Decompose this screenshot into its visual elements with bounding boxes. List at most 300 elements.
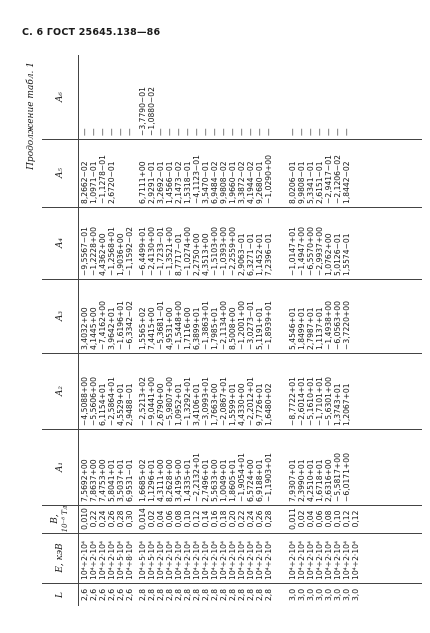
table-cell: 1,9036+00	[116, 233, 125, 276]
table-cell: 10⁴÷2·10⁴	[351, 540, 360, 580]
table-cell: −1,5448+00	[174, 301, 183, 350]
table-cell: 0,10	[333, 510, 342, 528]
row-group-3	[288, 207, 360, 279]
table-cell: 6,3899+01	[192, 307, 201, 350]
table-cell: 4,4362+00	[98, 233, 107, 276]
column-header-unit: 10⁻⁸ Тл	[61, 505, 69, 533]
table-cell: 0,28	[116, 510, 125, 528]
table-cell: 10⁴÷2·10⁴	[237, 540, 246, 580]
table-cell: 2,8	[210, 588, 219, 602]
row-group-2	[138, 533, 273, 583]
table-cell: —	[98, 128, 107, 136]
table-cell: 10⁴÷2·10⁴	[165, 540, 174, 580]
table-cell: —	[288, 128, 297, 136]
table-cell: −1,7101+01	[315, 377, 324, 426]
table-cell: 3,0	[342, 588, 351, 602]
table-cell: 0,26	[107, 510, 116, 528]
table-cell: 0,14	[201, 510, 210, 528]
table-cell: 3,0	[351, 588, 360, 602]
table-cell: 2,6	[98, 588, 107, 602]
table-cell: 10⁴÷2·10⁴	[333, 540, 342, 580]
table-cell: −1,4947+00	[297, 227, 306, 276]
table-cell	[116, 139, 125, 207]
table-cell: 0,28	[264, 510, 273, 528]
rotated-table-region	[28, 56, 428, 606]
table-cell: 1,5574−01	[342, 233, 351, 276]
table-cell: 3,0	[315, 588, 324, 602]
table-cell	[351, 279, 360, 353]
column-header-label: A₆	[55, 91, 65, 103]
table-cell: −3,0273−01	[246, 301, 255, 350]
table-cell: 5,8041+01	[107, 459, 116, 502]
table-cell: 2,8	[201, 588, 210, 602]
table-cell: 0,12	[192, 510, 201, 528]
table-cell: −5,5817+00	[333, 453, 342, 502]
table-cell: −1,2568+01	[107, 227, 116, 276]
table-cell: −6,4499+01	[138, 227, 147, 276]
table-cell: −1,3863+01	[201, 301, 210, 350]
table-cell: 6,1154+01	[98, 383, 107, 426]
table-cell: 10⁴÷5·10⁴	[116, 540, 125, 580]
table-cell: −6,0171+00	[342, 453, 351, 502]
table-cell: 2,8	[147, 588, 156, 602]
table-cell: 4,1445+00	[89, 307, 98, 350]
table-cell: 0,12	[342, 510, 351, 528]
table-cell: −1,3521+00	[165, 227, 174, 276]
table-cell: 7,5692+00	[80, 459, 89, 502]
table-cell: −1,2228+00	[89, 227, 98, 276]
table-cell: 10⁴÷2·10⁴	[264, 540, 273, 580]
table-cell: −2,2559+00	[228, 227, 237, 276]
table-cell: −5,1610+01	[306, 377, 315, 426]
table-cell: 4,2510+01	[306, 459, 315, 502]
table-cell: −2,4130+00	[147, 227, 156, 276]
table-cell: —	[228, 128, 237, 136]
table-cell: −1,0147+01	[288, 227, 297, 276]
table-cell: −5,3681−01	[156, 301, 165, 350]
table-cell: 9,9808−02	[219, 161, 228, 204]
table-cell: 0,16	[210, 510, 219, 528]
table-cell	[351, 207, 360, 279]
table-cell: 1,5599+01	[228, 383, 237, 426]
table-cell: 2,7987+01	[306, 307, 315, 350]
row-group-3	[288, 429, 360, 505]
table-cell: 10⁴÷2·10⁴	[201, 540, 210, 580]
column-header-label: L	[55, 592, 65, 598]
table-cell: —	[264, 128, 273, 136]
table-cell: 1,6480+02	[264, 383, 273, 426]
table-cell: 8,7717−01	[174, 233, 183, 276]
row-group-3	[288, 584, 360, 606]
table-cell: 8,0206−01	[288, 161, 297, 204]
table-cell: 8,2628+00	[165, 459, 174, 502]
table-cell: 4,5529+01	[116, 383, 125, 426]
table-cell: 10⁴÷2·10⁴	[98, 540, 107, 580]
column-b	[42, 505, 422, 534]
table-cell: 10⁴÷2·10⁴	[246, 540, 255, 580]
row-group-2	[138, 353, 273, 429]
table-cell: 8,2662−02	[80, 161, 89, 204]
table-cell: 10⁴÷2·10⁴	[192, 540, 201, 580]
column-header-label: B,	[50, 514, 60, 524]
table-cell: −2,2012+01	[246, 377, 255, 426]
table-cell: −1,5103+00	[210, 227, 219, 276]
table-cell: 0,24	[246, 510, 255, 528]
table-cell: 1,1296+01	[147, 459, 156, 502]
table-cell: 5,5633+00	[210, 459, 219, 502]
table-cell: 4,4330+00	[237, 383, 246, 426]
table-cell: 2,9291−01	[147, 161, 156, 204]
table-cell: −2,2132+01	[192, 453, 201, 502]
table-cell	[351, 55, 360, 139]
table-cell: −4,5088+00	[80, 377, 89, 426]
table-cell: 0,010	[80, 508, 89, 530]
table-cell: 2,6	[125, 588, 134, 602]
column-header-a3	[42, 279, 79, 353]
table-cell: —	[210, 128, 219, 136]
table-cell: −2,1134+00	[219, 301, 228, 350]
row-group-3	[288, 55, 360, 139]
column-header-a5	[42, 139, 79, 207]
table-cell: 10⁴÷5·10⁴	[138, 540, 147, 580]
table-cell: 6,9531−01	[125, 459, 134, 502]
data-table	[42, 56, 422, 606]
column-header-a6	[42, 55, 79, 139]
table-cell: 1,7985+01	[210, 307, 219, 350]
row-group-2	[138, 505, 273, 533]
table-cell: 10⁴÷2·10⁴	[228, 540, 237, 580]
table-cell: 2,8	[156, 588, 165, 602]
table-cell: 1,0971−01	[89, 161, 98, 204]
table-cell: —	[116, 128, 125, 136]
table-cell: 9,7726+01	[255, 383, 264, 426]
table-cell: 7,4753+00	[98, 459, 107, 502]
table-cell: 2,8	[183, 588, 192, 602]
table-cell: −5,9807+00	[165, 377, 174, 426]
table-cell: —	[219, 128, 228, 136]
table-cell: −1,1903+01	[264, 453, 273, 502]
table-cell: —	[315, 128, 324, 136]
row-group-2	[138, 584, 273, 606]
table-cell: —	[165, 128, 174, 136]
table-cell: −1,1592−02	[125, 227, 134, 276]
table-cell: 2,2750+00	[192, 233, 201, 276]
table-cell: 5,0126−01	[333, 233, 342, 276]
table-cell: −5,6301+00	[324, 377, 333, 426]
row-group-2	[138, 279, 273, 353]
table-cell: −2,6014+01	[297, 377, 306, 426]
table-cell: 1,1452+01	[255, 233, 264, 276]
table-cell: −7,4162+00	[98, 301, 107, 350]
table-cell: 0,06	[315, 510, 324, 528]
table-cell: 4,9531+00	[165, 307, 174, 350]
row-group-3	[288, 279, 360, 353]
table-cell: −8,7722+01	[288, 377, 297, 426]
table-cell: 6,5724+00	[246, 459, 255, 502]
table-cell: 0,26	[255, 510, 264, 528]
row-group-2	[138, 207, 273, 279]
table-cell: −1,4938+00	[324, 301, 333, 350]
table-cell: —	[80, 128, 89, 136]
table-cell: 6,9188+01	[255, 459, 264, 502]
table-cell: 2,6720−01	[107, 161, 116, 204]
table-cell: −1,9054+01	[237, 453, 246, 502]
table-cell: 0,014	[138, 508, 147, 530]
table-cell: −4,1123−01	[192, 155, 201, 204]
table-cell: 1,6685+02	[138, 459, 147, 502]
table-cell: 6,9484−02	[210, 161, 219, 204]
table-cell: 7,9307+01	[288, 459, 297, 502]
table-cell: 1,9660−01	[228, 161, 237, 204]
table-cell	[351, 139, 360, 207]
table-cell: 3,5037+01	[116, 459, 125, 502]
table-cell: −3,0993+01	[201, 377, 210, 426]
table-cell: 2,6790+00	[156, 383, 165, 426]
column-header-label: A₄	[55, 237, 65, 249]
column-l	[42, 584, 422, 606]
table-cell: 1,8605+01	[228, 459, 237, 502]
table-cell: 10⁴÷5·10⁴	[147, 540, 156, 580]
table-cell: 0,22	[237, 510, 246, 528]
table-cell: 0,02	[147, 510, 156, 528]
table-cell: 1,5318−01	[183, 161, 192, 204]
table-cell: 2,8	[219, 588, 228, 602]
table-cell: 7,4415+00	[147, 307, 156, 350]
column-a6	[42, 55, 422, 140]
table-cell: 3,0	[297, 588, 306, 602]
table-cell: —	[174, 128, 183, 136]
table-cell: 1,7116+00	[183, 307, 192, 350]
table-cell: 4,3513+00	[201, 233, 210, 276]
table-cell: 5,1191+01	[255, 307, 264, 350]
table-cell: −1,0290+00	[264, 155, 273, 204]
table-cell: —	[324, 128, 333, 136]
row-group-2	[138, 55, 273, 139]
table-cell: 2,8	[228, 588, 237, 602]
table-cell: 2,8	[165, 588, 174, 602]
table-cell: —	[192, 128, 201, 136]
table-cell: —	[237, 128, 246, 136]
table-cell: 2,3990+01	[297, 459, 306, 502]
table-cell: −3,7220+00	[342, 301, 351, 350]
page-header: С. 6 ГОСТ 25645.138—86	[22, 27, 161, 38]
table-continuation-label: Продолжение табл. 1	[26, 62, 36, 170]
table-cell: 1,0952+01	[174, 383, 183, 426]
table-cell: 10⁴÷2·10⁴	[107, 540, 116, 580]
table-cell: −9,0441+00	[147, 377, 156, 426]
table-cell: 2,6	[107, 588, 116, 602]
table-cell: 3,4032+00	[80, 307, 89, 350]
table-cell: 1,8499+01	[297, 307, 306, 350]
column-header-a2	[42, 353, 79, 429]
table-cell: 2,6	[80, 588, 89, 602]
table-cell: 2,8	[264, 588, 273, 602]
table-cell: 1,3743+01	[333, 383, 342, 426]
table-cell: 3,4195+00	[174, 459, 183, 502]
table-cell	[351, 429, 360, 505]
column-header-label: A₅	[55, 167, 65, 179]
column-header-label: A₁	[55, 461, 65, 473]
table-cell: 2,8	[192, 588, 201, 602]
table-cell: 1,2067+01	[342, 383, 351, 426]
table-cell: 3,2692−01	[156, 161, 165, 204]
table-cell: 2,6	[89, 588, 98, 602]
table-cell: 10⁴÷2·10⁴	[342, 540, 351, 580]
table-cell: −1,0274+00	[183, 227, 192, 276]
table-cell: 10⁴÷2·10⁴	[297, 540, 306, 580]
table-cell: 0,04	[156, 510, 165, 528]
table-cell: 0,18	[219, 510, 228, 528]
column-a5	[42, 139, 422, 208]
table-cell: 6,3271−01	[246, 233, 255, 276]
table-cell: 10⁴÷2·10⁴	[255, 540, 264, 580]
table-cell: −1,8939+01	[264, 301, 273, 350]
table-cell: 2,8	[246, 588, 255, 602]
table-cell: 10⁴÷8·10⁴	[125, 540, 134, 580]
table-cell: 1,7663+00	[210, 383, 219, 426]
table-cell: 2,6	[116, 588, 125, 602]
table-cell: 0,22	[89, 510, 98, 528]
row-group-2	[138, 429, 273, 505]
table-cell: 6,7111+00	[138, 161, 147, 204]
table-cell: —	[156, 128, 165, 136]
table-cell: −2,9417−01	[324, 155, 333, 204]
column-a1	[42, 429, 422, 506]
table-cell: 3,0	[306, 588, 315, 602]
table-cell: 0,12	[351, 510, 360, 528]
table-cell: 2,7496+01	[201, 459, 210, 502]
table-cell: 10⁴÷2·10⁴	[306, 540, 315, 580]
table-cell: −3,7790−01	[138, 87, 147, 136]
table-cell: —	[297, 128, 306, 136]
table-cell: 2,8	[138, 588, 147, 602]
table-cell: —	[183, 128, 192, 136]
table-cell: —	[89, 128, 98, 136]
table-cell: 3,0	[288, 588, 297, 602]
table-cell: 3,0	[324, 588, 333, 602]
table-cell: —	[342, 128, 351, 136]
table-cell: —	[306, 128, 315, 136]
table-cell: —	[333, 128, 342, 136]
column-a4	[42, 207, 422, 280]
column-header-label: A₂	[55, 385, 65, 397]
row-group-2	[138, 139, 273, 207]
table-cell: 10⁴÷2·10⁴	[174, 540, 183, 580]
table-cell: —	[201, 128, 210, 136]
table-cell: 2,6316+00	[324, 459, 333, 502]
table-cell: 0,10	[183, 510, 192, 528]
table-cell: —	[125, 128, 134, 136]
table-cell: 2,1473−02	[174, 161, 183, 204]
table-cell: 10⁴÷2·10⁴	[210, 540, 219, 580]
table-cell: 2,8	[174, 588, 183, 602]
table-cell: 10⁴÷2·10⁴	[288, 540, 297, 580]
table-cell: 10⁴÷2·10⁴	[324, 540, 333, 580]
column-header-b	[42, 505, 79, 533]
table-cell: 0,30	[125, 510, 134, 528]
table-cell: 2,8	[255, 588, 264, 602]
table-cell	[125, 139, 134, 207]
table-cell: 10⁴÷2·10⁴	[315, 540, 324, 580]
table-cell: 7,2396−01	[264, 233, 273, 276]
table-cell	[351, 353, 360, 429]
table-cell: 3,5470−01	[201, 161, 210, 204]
table-cell: −6,3342−02	[125, 301, 134, 350]
table-cell: −2,1206−02	[333, 155, 342, 204]
table-cell: 2,9488−01	[125, 383, 134, 426]
table-cell: 3,3872−02	[237, 161, 246, 204]
table-cell: −1,6196+01	[116, 301, 125, 350]
table-cell: −1,0393+00	[219, 227, 228, 276]
table-cell: 2,6151−01	[315, 161, 324, 204]
table-cell: −6,0563+00	[333, 301, 342, 350]
column-a2	[42, 353, 422, 430]
table-cell: 10⁴÷2·10⁴	[219, 540, 228, 580]
table-cell: 0,08	[174, 510, 183, 528]
table-cell: 1,0049+01	[219, 459, 228, 502]
column-header-e	[42, 533, 79, 583]
table-cell: 7,8637+00	[89, 459, 98, 502]
table-cell: 5,4546+01	[288, 307, 297, 350]
table-cell: 5,3341−01	[306, 161, 315, 204]
table-cell: 0,08	[324, 510, 333, 528]
table-cell: −6,5570+00	[306, 227, 315, 276]
table-cell: —	[255, 128, 264, 136]
table-cell: −2,5213+02	[138, 377, 147, 426]
table-cell: −5,5606+00	[89, 377, 98, 426]
table-cell: 10⁴÷2·10⁴	[183, 540, 192, 580]
column-header-label: E, кэВ	[55, 543, 65, 573]
column-header-l	[42, 584, 79, 606]
column-header-a1	[42, 429, 79, 505]
table-cell: 10⁴÷2·10⁴	[89, 540, 98, 580]
column-header-a4	[42, 207, 79, 279]
column-header-label: A₃	[55, 310, 65, 322]
column-a3	[42, 279, 422, 354]
table-cell: −1,7233−01	[156, 227, 165, 276]
table-cell: —	[246, 128, 255, 136]
table-cell: 2,9063−01	[237, 233, 246, 276]
table-cell: −2,0867+01	[219, 377, 228, 426]
table-cell: 1,5565+02	[138, 307, 147, 350]
table-cell: 10⁴÷2·10⁴	[80, 540, 89, 580]
table-cell: 3,4106+01	[192, 383, 201, 426]
table-cell: —	[107, 128, 116, 136]
table-cell: 1,4566−01	[165, 161, 174, 204]
table-cell: 9,9808−01	[297, 161, 306, 204]
table-cell: 2,8	[237, 588, 246, 602]
table-cell: 10⁴÷2·10⁴	[156, 540, 165, 580]
table-cell: −2,9937+00	[315, 227, 324, 276]
table-cell: 0,24	[98, 510, 107, 528]
table-cell: 1,4335+01	[183, 459, 192, 502]
table-cell: 4,1944−02	[246, 161, 255, 204]
row-group-3	[288, 533, 360, 583]
table-cell: 0,02	[297, 510, 306, 528]
table-cell: 1,6718+01	[315, 459, 324, 502]
table-cell: 9,2680−01	[255, 161, 264, 204]
table-cell: 1,0762+00	[324, 233, 333, 276]
table-cell: −2,5864+01	[107, 377, 116, 426]
row-group-3	[288, 353, 360, 429]
row-group-3	[288, 505, 360, 533]
table-cell: 3,0	[333, 588, 342, 602]
column-e	[42, 533, 422, 584]
table-cell: 8,5008+00	[228, 307, 237, 350]
table-cell: −1,0880−02	[147, 87, 156, 136]
table-cell: 0,20	[228, 510, 237, 528]
table-cell: 1,8442−02	[342, 161, 351, 204]
